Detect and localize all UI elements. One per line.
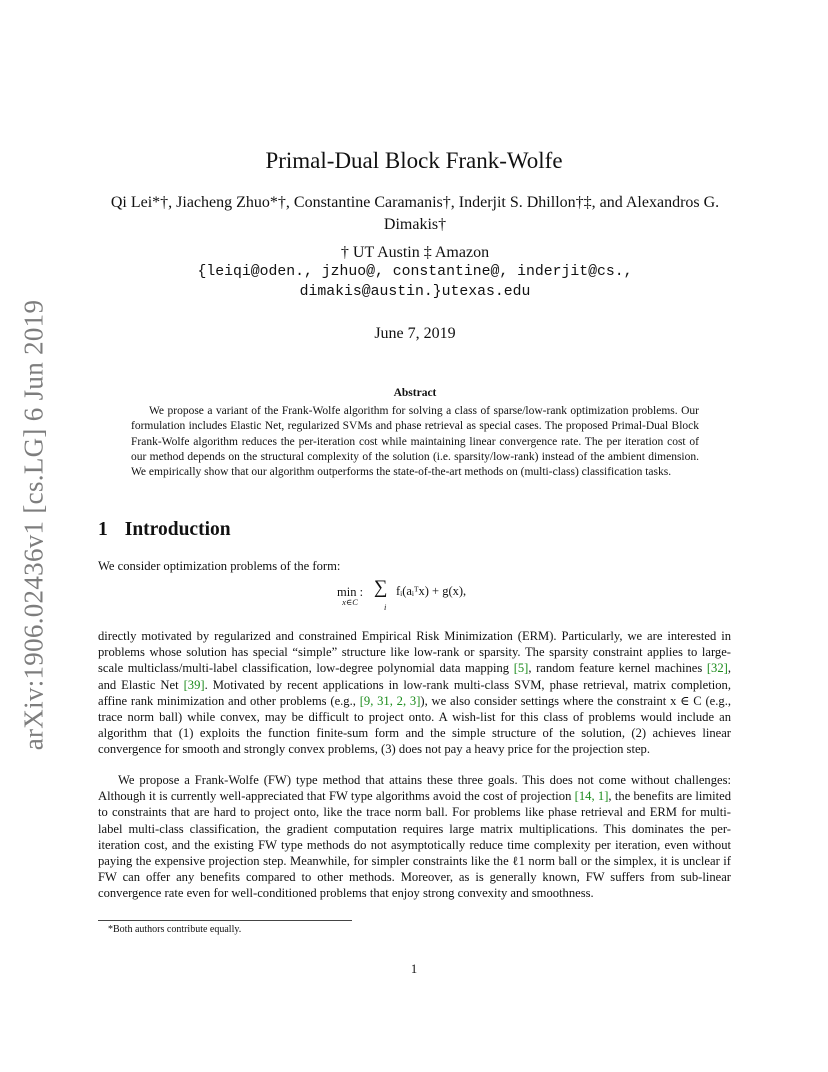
intro-paragraph-1: directly motivated by regularized and constrained Empirical Risk Minimization (ERM). Particularly, we are interested in problems whose solution has special “simple” structure like low-rank or sparsity. The sparsity constraint applies to large-scale multiclass/multi-label classification, low-degree polynomial data mapping [5], random feature kernel machines [32], and Elastic Net [39]. Motivated by recent applications in low-rank multi-class SVM, phase retrieval, matrix completion, affine rank minimization and other problems (e.g., [9, 31, 2, 3]), we also consider settings where the constraint x ∈ C (e.g., trace norm ball) while convex, may be difficult to project onto. A wish-list for this class of problems would include an algorithm that (1) exploits the function finite-sum form and the simple structure of the solution, (2) achieves linear convergence for smooth and strongly convex problems, (3) does not pay a heavy price for the projection step. — [98, 629, 731, 757]
section-title: Introduction — [124, 519, 231, 540]
author-line-1: Qi Lei*†, Jiacheng Zhuo*†, Constantine Caramanis†, Inderjit S. Dhillon†‡, and Alexandros G. — [110, 194, 720, 211]
paper-title: Primal-Dual Block Frank-Wolfe — [265, 148, 563, 173]
arxiv-stamp-text: arXiv:1906.02436v1 [cs.LG] 6 Jun 2019 — [18, 299, 49, 751]
abstract-body — [131, 404, 699, 480]
section-heading — [98, 519, 231, 541]
email-line-2: dimakis@austin.}utexas.edu — [299, 284, 531, 300]
citation-link[interactable]: [32] — [706, 661, 728, 676]
author-line-2: Dimakis† — [383, 216, 447, 233]
citation-link[interactable]: [5] — [513, 661, 529, 676]
citation-link[interactable]: [14, 1] — [574, 789, 609, 804]
citation-link[interactable]: [9, 31, 2, 3] — [359, 693, 421, 708]
section-number: 1 — [98, 519, 108, 540]
equation-min-subscript: x∈C — [342, 597, 358, 607]
equation-sum-subscript: i — [384, 602, 387, 612]
summation-symbol: ∑ — [374, 577, 388, 598]
abstract-text: We propose a variant of the Frank-Wolfe algorithm for solving a class of sparse/low-rank optimization problems. Our formulation includes Elastic Net, regularized SVMs and phase retrieval as special cases. The proposed Primal-Dual Block Frank-Wolfe algorithm reduces the per-iteration cost while maintaining linear convergence rate. The per iteration cost of our method depends on the structural complexity of the solution (i.e. sparsity/low-rank) instead of the ambient dimension. We empirically show that our algorithm outperforms the state-of-the-art methods on (multi-class) classification tasks. — [131, 405, 699, 479]
affiliations: † UT Austin ‡ Amazon — [340, 244, 490, 261]
intro-lead-sentence: We consider optimization problems of the form: — [98, 559, 341, 573]
footnote-divider — [98, 920, 352, 921]
intro-paragraph-2: We propose a Frank-Wolfe (FW) type method that attains these three goals. This does not come without challenges: Although it is currently well-appreciated that FW type algorithms avoid the cost of projection [14, 1], the benefits are limited to constraints that are hard to project onto, like the trace norm ball. For problems like phase retrieval and ERM for multi-label multi-class classification, the gradient computation requires large matrix multiplications. This dominates the per-iteration cost, and the existing FW type methods do not asymptotically reduce time complexity per iteration, even without paying the expensive projection step. Meanwhile, for simpler constraints like the ℓ1 norm ball or the simplex, it is unclear if FW can offer any benefits compared to other methods. Moreover, as is generally known, FW suffers from sub-linear convergence rate even for well-conditioned problems that enjoy strong convexity and smoothness. — [98, 773, 731, 901]
email-line-1: {leiqi@oden., jzhuo@, constantine@, inderjit@cs., — [197, 264, 633, 280]
footnote: *Both authors contribute equally. — [108, 924, 242, 935]
author-list — [95, 192, 735, 236]
equation-body: fᵢ(aᵢᵀx) + g(x), — [396, 584, 467, 598]
page-number: 1 — [410, 962, 418, 976]
arxiv-sidebar-stamp — [14, 300, 54, 750]
abstract-heading: Abstract — [393, 387, 437, 399]
objective-equation — [0, 577, 828, 620]
equation-min-operator: min : x∈C — [337, 585, 364, 607]
paper-date: June 7, 2019 — [374, 325, 456, 342]
citation-link[interactable]: [39] — [183, 677, 205, 692]
